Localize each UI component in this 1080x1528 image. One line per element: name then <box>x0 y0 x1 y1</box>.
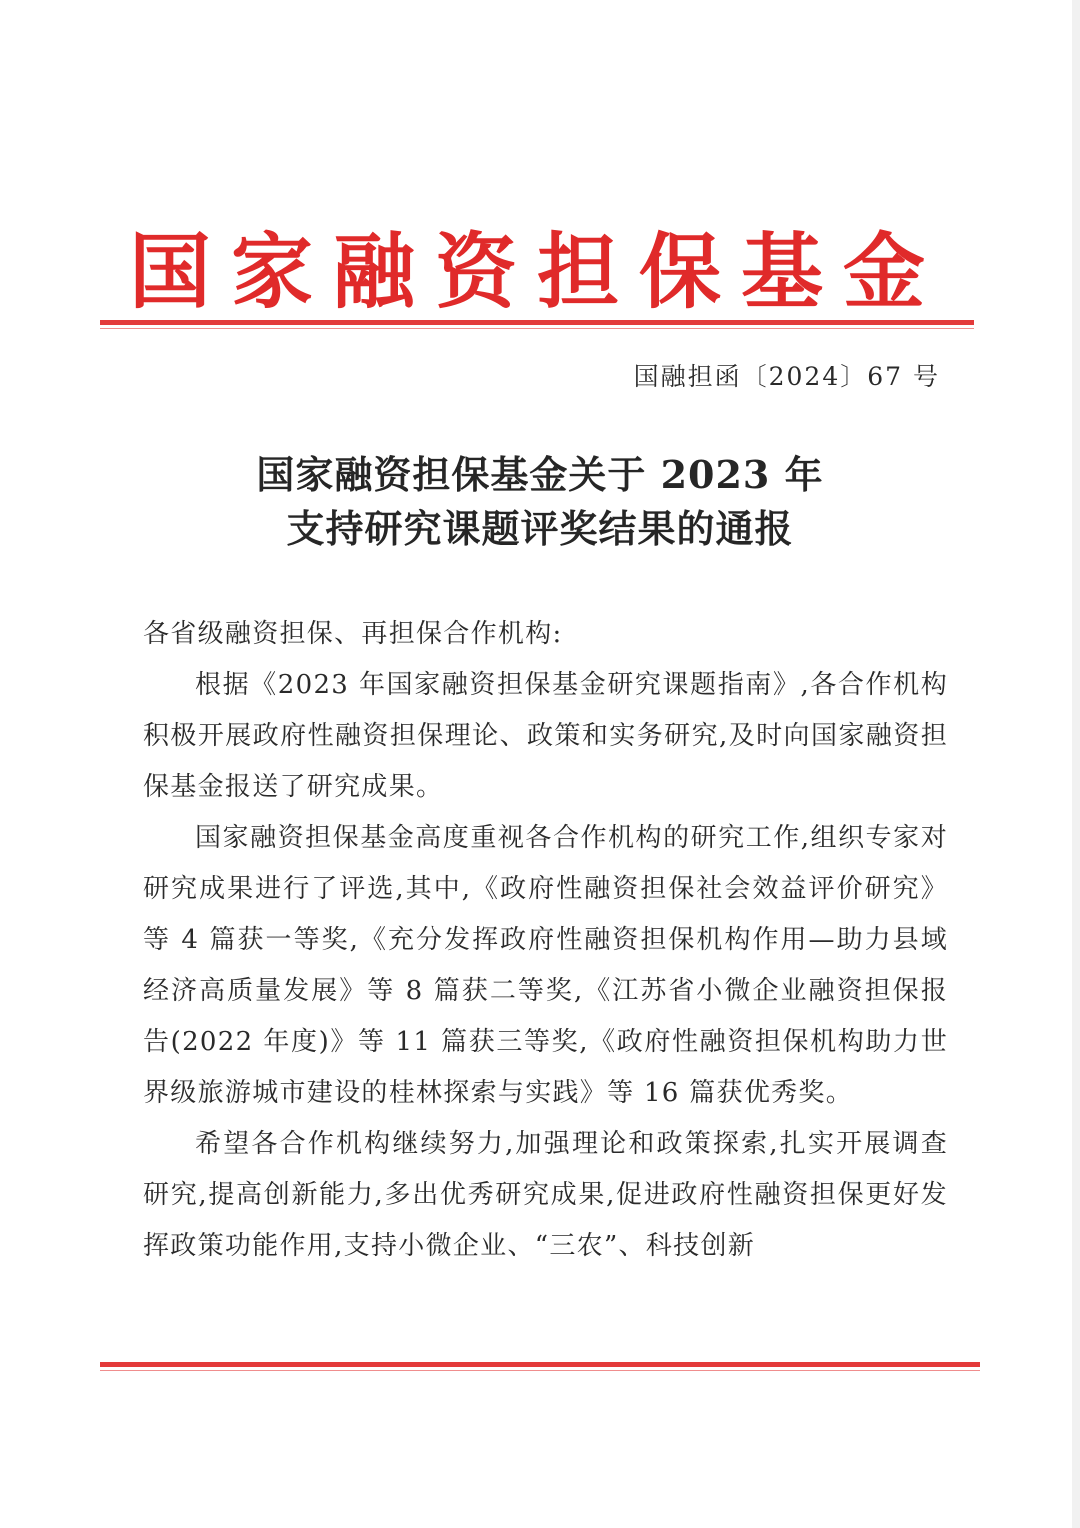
salutation: 各省级融资担保、再担保合作机构: <box>143 619 563 649</box>
body-paragraph-1: 根据《2023 年国家融资担保基金研究课题指南》,各合作机构积极开展政府性融资担保理论、政策和实务研究,及时向国家融资担保基金报送了研究成果。 <box>143 670 948 802</box>
header-red-rule-thin <box>100 328 974 329</box>
page-edge <box>1072 0 1080 1528</box>
body-paragraph-2: 国家融资担保基金高度重视各合作机构的研究工作,组织专家对研究成果进行了评选,其中,《政府性融资担保社会效益评价研究》等 4 篇获一等奖,《充分发挥政府性融资担保机构作用—助力县域经济高质量发展》等 8 篇获二等奖,《江苏省小微企业融资担保报告(2022 年度)》等 11 篇获三等奖,《政府性融资担保机构助力世界级旅游城市建设的桂林探索与实践》等 16 篇获优秀奖。 <box>143 823 948 1108</box>
document-title <box>130 448 950 556</box>
title-line-1: 国家融资担保基金关于 2023 年 <box>256 452 824 497</box>
body-paragraph-3: 希望各合作机构继续努力,加强理论和政策探索,扎实开展调查研究,提高创新能力,多出优秀研究成果,促进政府性融资担保更好发挥政策功能作用,支持小微企业、“三农”、科技创新 <box>143 1129 948 1261</box>
document-body <box>143 609 948 1272</box>
header-red-rule <box>100 320 974 325</box>
document-number: 国融担函〔2024〕67 号 <box>633 362 940 391</box>
title-line-2: 支持研究课题评奖结果的通报 <box>286 506 794 551</box>
footer-red-rule <box>100 1362 980 1367</box>
footer-red-rule-thin <box>100 1370 980 1371</box>
issuer-header: 国家融资担保基金 <box>128 224 945 320</box>
